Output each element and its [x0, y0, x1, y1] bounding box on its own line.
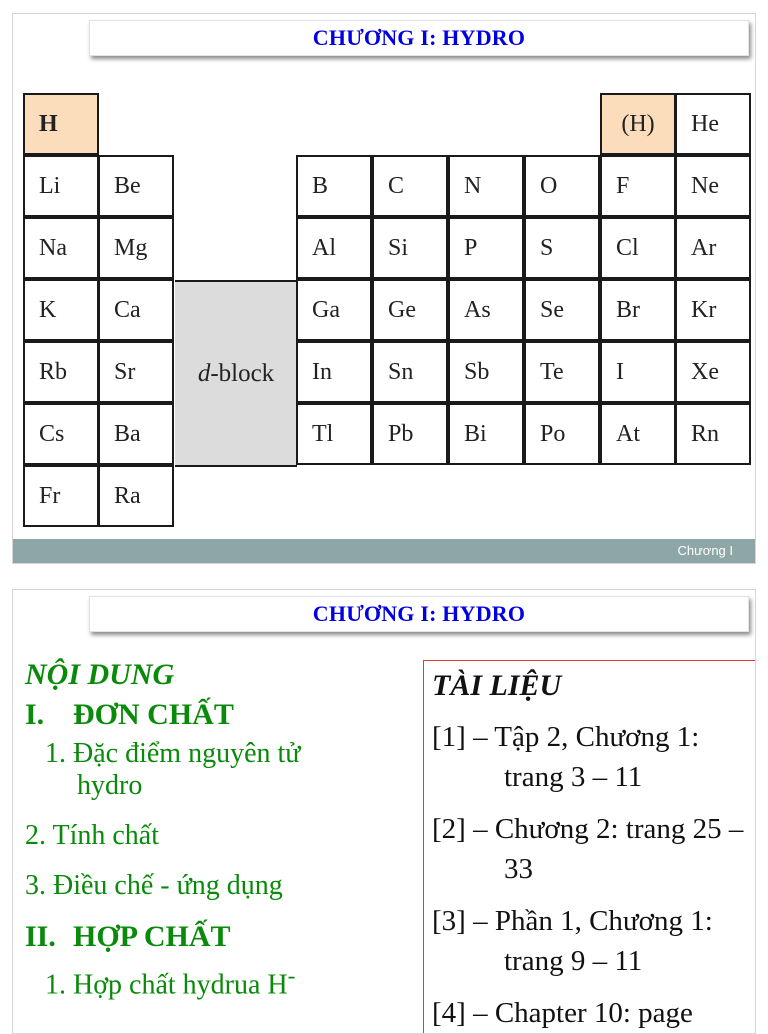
element-cell-Ge: Ge: [372, 279, 448, 341]
reference-item: [2] – Chương 2: trang 25 – 33: [432, 813, 744, 885]
element-cell-H-placeholder: (H): [600, 93, 676, 155]
slide-periodic-table: [12, 13, 756, 564]
element-cell-C: C: [372, 155, 448, 217]
element-cell-Pb: Pb: [372, 403, 448, 465]
element-cell-Cs: Cs: [23, 403, 99, 465]
references-heading: TÀI LIỆU: [432, 669, 562, 702]
element-cell-Br: Br: [600, 279, 676, 341]
element-cell-Ca: Ca: [98, 279, 174, 341]
section-label: ĐƠN CHẤT: [73, 698, 234, 731]
element-cell-Rn: Rn: [675, 403, 751, 465]
outline-item-text: 1. Đặc điểm nguyên tử: [45, 738, 301, 769]
section-number: I.: [25, 698, 45, 731]
element-cell-As: As: [448, 279, 524, 341]
element-cell-Bi: Bi: [448, 403, 524, 465]
outline-item: 2. Tính chất: [25, 820, 160, 851]
content-outline: [25, 658, 415, 1019]
outline-item-continuation: hydro: [77, 770, 143, 801]
element-cell-He: He: [675, 93, 751, 155]
section-heading-2: [25, 920, 415, 954]
d-block-letter: d: [197, 359, 211, 387]
element-cell-F: F: [600, 155, 676, 217]
section-number: II.: [25, 920, 56, 953]
section-heading-1: [25, 698, 415, 732]
outline-item-text: 1. Hợp chất hydrua H: [45, 969, 288, 1001]
element-cell-Sn: Sn: [372, 341, 448, 403]
element-cell-Ra: Ra: [98, 465, 174, 527]
element-cell-Po: Po: [524, 403, 600, 465]
element-cell-Te: Te: [524, 341, 600, 403]
references-box: [423, 660, 756, 1034]
element-cell-Li: Li: [23, 155, 99, 217]
footer-label: Chương I: [677, 543, 733, 558]
element-cell-B: B: [296, 155, 372, 217]
element-cell-Cl: Cl: [600, 217, 676, 279]
element-cell-Sb: Sb: [448, 341, 524, 403]
reference-item: [3] – Phần 1, Chương 1: trang 9 – 11: [432, 905, 713, 977]
element-cell-Se: Se: [524, 279, 600, 341]
element-cell-In: In: [296, 341, 372, 403]
element-cell-Kr: Kr: [675, 279, 751, 341]
element-cell-Be: Be: [98, 155, 174, 217]
element-cell-Mg: Mg: [98, 217, 174, 279]
element-cell-Xe: Xe: [675, 341, 751, 403]
element-cell-Ar: Ar: [675, 217, 751, 279]
element-cell-Ba: Ba: [98, 403, 174, 465]
element-cell-Fr: Fr: [23, 465, 99, 527]
element-cell-Na: Na: [23, 217, 99, 279]
reference-item: [1] – Tập 2, Chương 1: trang 3 – 11: [432, 721, 700, 793]
element-cell-P: P: [448, 217, 524, 279]
element-cell-O: O: [524, 155, 600, 217]
superscript-charge: -: [287, 963, 296, 989]
periodic-table: [23, 93, 753, 533]
slide-contents: [12, 589, 756, 1034]
element-cell-Sr: Sr: [98, 341, 174, 403]
element-cell-H: H: [23, 93, 99, 155]
section-label: HỢP CHẤT: [73, 920, 231, 953]
element-cell-N: N: [448, 155, 524, 217]
element-cell-Tl: Tl: [296, 403, 372, 465]
slide-footer: [13, 539, 755, 563]
outline-item: [25, 960, 415, 1001]
d-block-label: -block: [210, 359, 275, 387]
element-cell-Si: Si: [372, 217, 448, 279]
element-cell-S: S: [524, 217, 600, 279]
slide-title: CHƯƠNG I: HYDRO: [89, 596, 749, 632]
reference-item: [4] – Chapter 10: page: [432, 997, 693, 1029]
content-heading: NỘI DUNG: [25, 658, 175, 691]
element-cell-Ne: Ne: [675, 155, 751, 217]
element-cell-At: At: [600, 403, 676, 465]
slide-title: CHƯƠNG I: HYDRO: [89, 20, 749, 56]
outline-item: 3. Điều chế - ứng dụng: [25, 870, 283, 901]
element-cell-Rb: Rb: [23, 341, 99, 403]
d-block-region: [175, 280, 297, 467]
element-cell-I: I: [600, 341, 676, 403]
element-cell-Ga: Ga: [296, 279, 372, 341]
outline-item: [25, 738, 415, 802]
element-cell-Al: Al: [296, 217, 372, 279]
element-cell-K: K: [23, 279, 99, 341]
